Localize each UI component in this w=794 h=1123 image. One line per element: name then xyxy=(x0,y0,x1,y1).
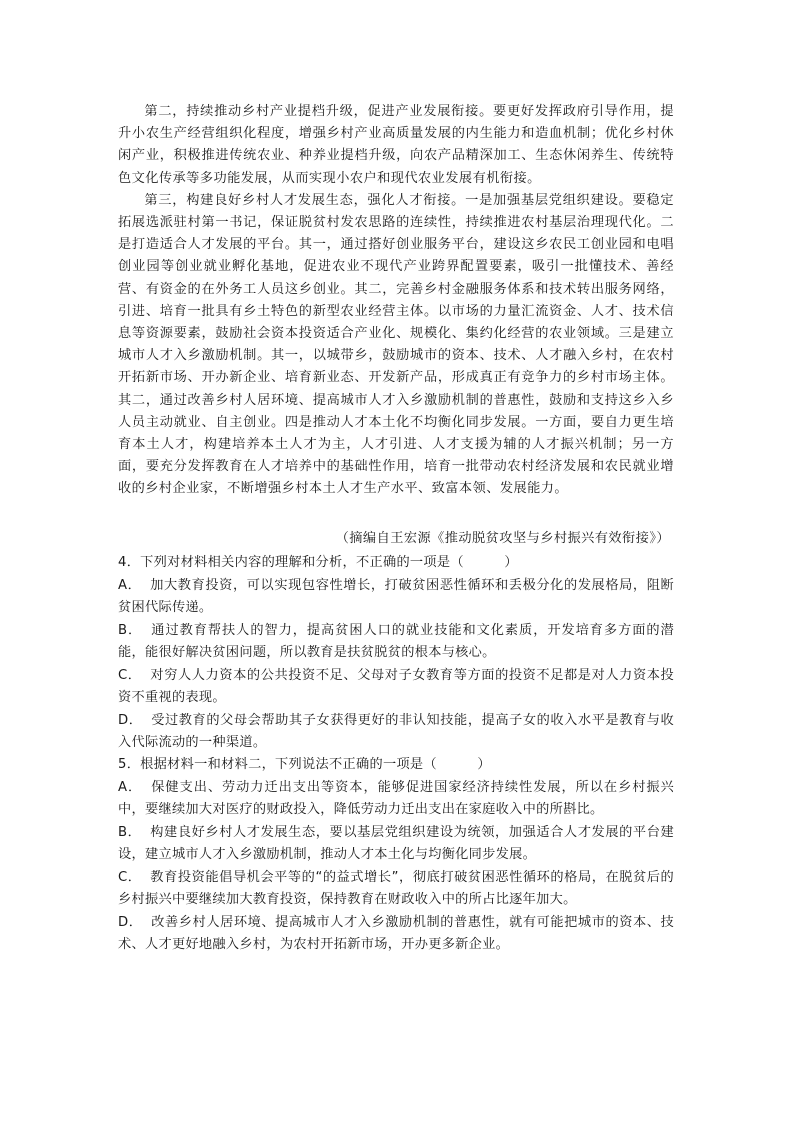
paragraph-3: 第三，构建良好乡村人才发展生态，强化人才衔接。一是加强基层党组织建设。要稳定拓展选派驻村第一书记，保证脱贫村发农思路的连续性，持续推进农村基层治理现代化。二是打造适合人才发展的平台。其一，通过搭好创业服务平台，建设这乡农民工创业园和电唱创业园等创业就业孵化基地，促进农业不现代产业跨界配置要素，吸引一批懂技术、善经营、有资金的在外务工人员这乡创业。其二，完善乡村金融服务体系和技术转出服务网络，引进、培育一批具有乡土特色的新型农业经营主体。以市场的力量汇流资金、人才、技术信息等资源要素，鼓励社会资本投资适合产业化、规模化、集约化经营的农业领域。三是建立城市人才入乡激励机制。其一，以城带乡，鼓励城市的资本、技术、人才融入乡村，在农村开拓新市场、开办新企业、培育新业态、开发新产品，形成真正有竞争力的乡村市场主体。其二，通过改善乡村人居环境、提高城市人才入乡激励机制的普惠性，鼓励和支持这乡入乡人员主动就业、自主创业。四是推动人才本土化不均衡化同步发展。一方面，要自力更生培育本土人才，构建培养本土人才为主，人才引进、人才支援为辅的人才振兴机制；另一方面，要充分发挥教育在人才培养中的基础性作用，培育一批带动农村经济发展和农民就业增收的乡村企业家，不断增强乡村本土人才生产水平、致富本领、发展能力。 xyxy=(118,192,674,497)
option-text: 对穷人人力资本的公共投资不足、父母对子女教育等方面的投资不足都是对人力资本投资不重视的表现。 xyxy=(118,667,675,705)
option-text: 构建良好乡村人才发展生态，要以基层党组织建设为统领，加强适合人才发展的平台建设，建立城市人才入乡激励机制，推动人才本土化与均衡化同步发展。 xyxy=(118,824,674,862)
question-4-option-a[interactable] xyxy=(118,575,674,620)
option-text: 教育投资能倡导机会平等的“的益式增长”，彻底打破贫困恶性循环的格局，在脱贫后的乡村振兴中要继续加大教育投资，保持教育在财政收入中的所占比逐年加大。 xyxy=(118,869,674,907)
option-text: 加大教育投资，可以实现包容性增长，打破贫困恶性循环和丢极分化的发展格局，阻断贫困代际传递。 xyxy=(118,577,674,615)
paragraph-2: 第二，持续推动乡村产业提档升级，促进产业发展衔接。要更好发挥政府引导作用，提升小农生产经营组织化程度，增强乡村产业高质量发展的内生能力和造血机制；优化乡村休闲产业，积极推进传统农业、种养业提档升级，向农产品精深加工、生态休闲养生、传统特色文化传承等多功能发展，从而实现小农户和现代农业发展有机衔接。 xyxy=(118,104,674,186)
option-label: A． xyxy=(118,577,142,593)
question-4-option-d[interactable] xyxy=(118,710,674,755)
option-label: C． xyxy=(118,667,142,683)
question-4-option-c[interactable] xyxy=(118,665,674,710)
question-5-option-a[interactable] xyxy=(118,777,674,822)
option-label: B． xyxy=(118,824,142,840)
option-text: 受过教育的父母会帮助其子女获得更好的非认知技能，提高子女的收入水平是教育与收入代际流动的一种渠道。 xyxy=(118,712,674,750)
passage-body xyxy=(118,101,674,501)
question-5-option-c[interactable] xyxy=(118,867,674,912)
option-label: C． xyxy=(118,869,142,885)
question-4 xyxy=(118,552,674,755)
source-citation: （摘编自王宏源《推动脱贫攻坚与乡村振兴有效衔接》） xyxy=(335,531,670,546)
question-5-option-b[interactable] xyxy=(118,822,674,867)
question-5 xyxy=(118,754,674,957)
option-text: 保健支出、劳动力迁出支出等资本，能够促进国家经济持续性发展，所以在乡村振兴中，要继续加大对医疗的财政投入，降低劳动力迁出支出在家庭收入中的所斟比。 xyxy=(118,779,674,817)
question-4-option-b[interactable] xyxy=(118,620,674,665)
option-label: A． xyxy=(118,779,143,795)
option-label: B． xyxy=(118,622,143,638)
option-text: 改善乡村人居环境、提高城市人才入乡激励机制的普惠性，就有可能把城市的资本、技术、人才更好地融入乡村，为农村开拓新市场，开办更多新企业。 xyxy=(118,914,674,952)
option-text: 通过教育帮扶人的智力，提高贫困人口的就业技能和文化素质，开发培育多方面的潜能，能很好解决贫困问题，所以教育是扶贫脱贫的根本与核心。 xyxy=(118,622,674,660)
question-4-stem: 4．下列对材料相关内容的理解和分析，不正确的一项是（ ） xyxy=(118,555,518,570)
option-label: D． xyxy=(118,712,143,728)
option-label: D． xyxy=(118,914,143,930)
question-5-option-d[interactable] xyxy=(118,912,674,957)
question-5-stem: 5．根据材料一和材料二，下列说法不正确的一项是（ ） xyxy=(118,757,491,772)
